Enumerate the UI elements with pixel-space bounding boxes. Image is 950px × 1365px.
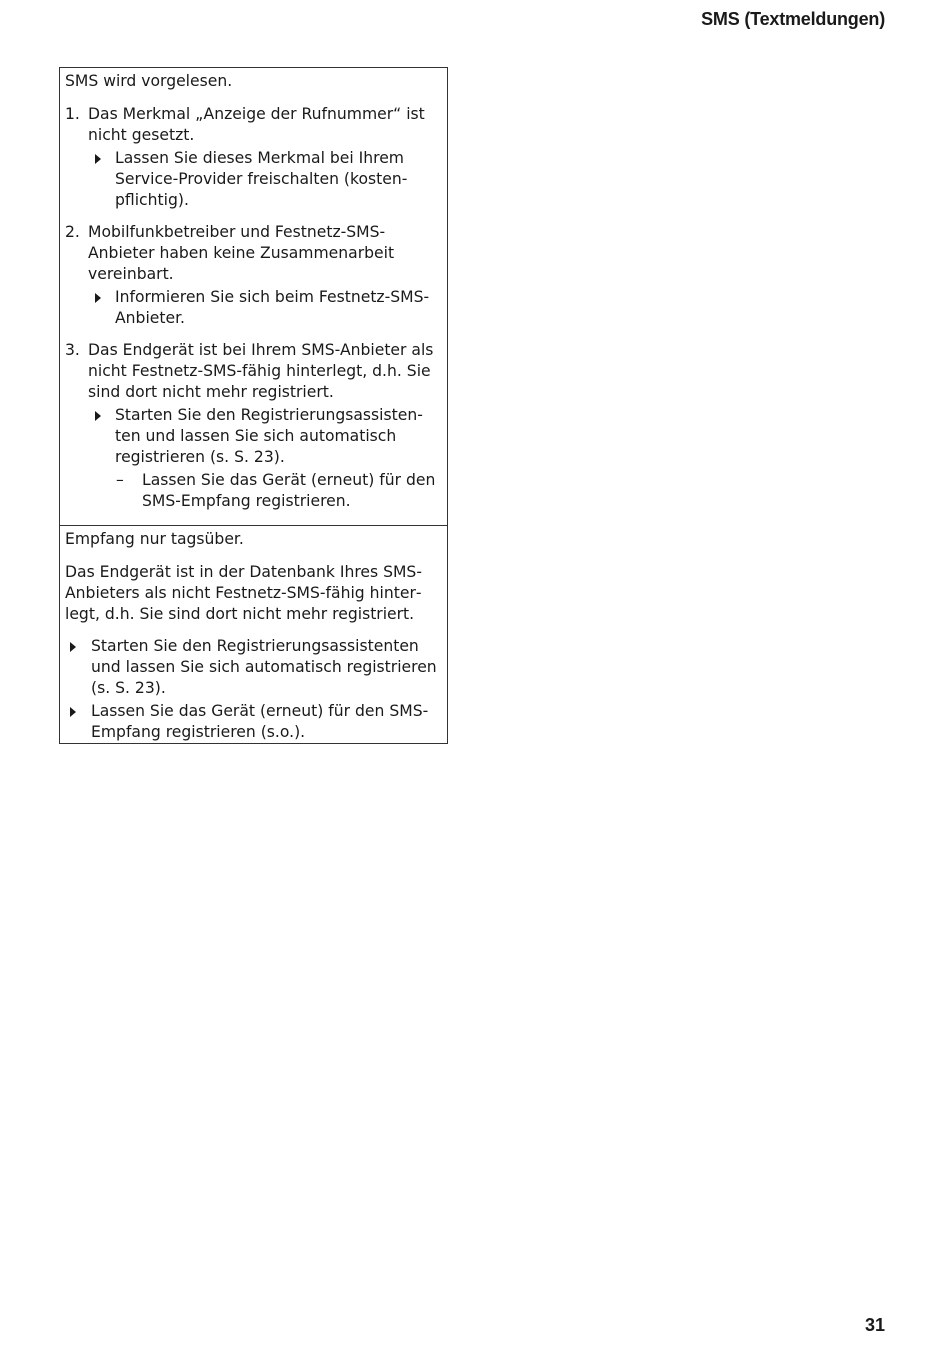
item-number: 2. (65, 223, 80, 241)
instruction-text: Lassen Sie dieses Merkmal bei Ihrem Service-Provider freischalten (kostenpflichtig). (115, 149, 408, 209)
troubleshooting-cell-daytime (59, 525, 448, 744)
arrow-right-icon (70, 707, 76, 717)
instruction-text: Starten Sie den Registrierungsassistenten und lassen Sie sich automatisch registrieren (s. S. 23). (115, 406, 423, 466)
arrow-right-icon (70, 642, 76, 652)
instruction-text: Starten Sie den Registrierungsassistenten und lassen Sie sich automatisch registrieren (s. S. 23). (91, 637, 437, 697)
item-text: Mobilfunkbetreiber und Festnetz-SMS-Anbieter haben keine Zusammenarbeit vereinbart. (88, 223, 395, 283)
instruction-text: Lassen Sie das Gerät (erneut) für den SMS-Empfang registrieren (s.o.). (91, 702, 429, 741)
instruction-item (65, 701, 442, 743)
running-header: SMS (Textmeldungen) (701, 9, 885, 29)
cell-paragraph: Das Endgerät ist in der Datenbank Ihres SMS-Anbieters als nicht Festnetz-SMS-fähig hinterlegt, d.h. Sie sind dort nicht mehr registriert. (65, 563, 422, 623)
instruction-item (88, 148, 442, 211)
item-text: Das Endgerät ist bei Ihrem SMS-Anbieter als nicht Festnetz-SMS-fähig hinterlegt, d.h. Sie sind dort nicht mehr registriert. (88, 341, 434, 401)
numbered-item-1 (65, 104, 442, 211)
sub-instruction-text: Lassen Sie das Gerät (erneut) für den SMS-Empfang registrieren. (142, 471, 436, 510)
numbered-item-2 (65, 222, 442, 329)
troubleshooting-cell-reading (59, 67, 448, 526)
arrow-right-icon (95, 154, 101, 164)
arrow-right-icon (95, 293, 101, 303)
instruction-item (88, 405, 442, 468)
cell-heading: Empfang nur tagsüber. (65, 530, 244, 548)
sub-instruction-item (88, 470, 442, 512)
instruction-item (88, 287, 442, 329)
dash-marker: – (116, 471, 124, 489)
item-number: 3. (65, 341, 80, 359)
numbered-item-3 (65, 340, 442, 512)
cell-heading: SMS wird vorgelesen. (65, 72, 233, 90)
instruction-text: Informieren Sie sich beim Festnetz-SMS-Anbieter. (115, 288, 430, 327)
item-text: Das Merkmal „Anzeige der Rufnummer“ ist nicht gesetzt. (88, 105, 425, 144)
arrow-right-icon (95, 411, 101, 421)
instruction-item (65, 636, 442, 699)
page-number: 31 (864, 1315, 885, 1335)
item-number: 1. (65, 105, 80, 123)
